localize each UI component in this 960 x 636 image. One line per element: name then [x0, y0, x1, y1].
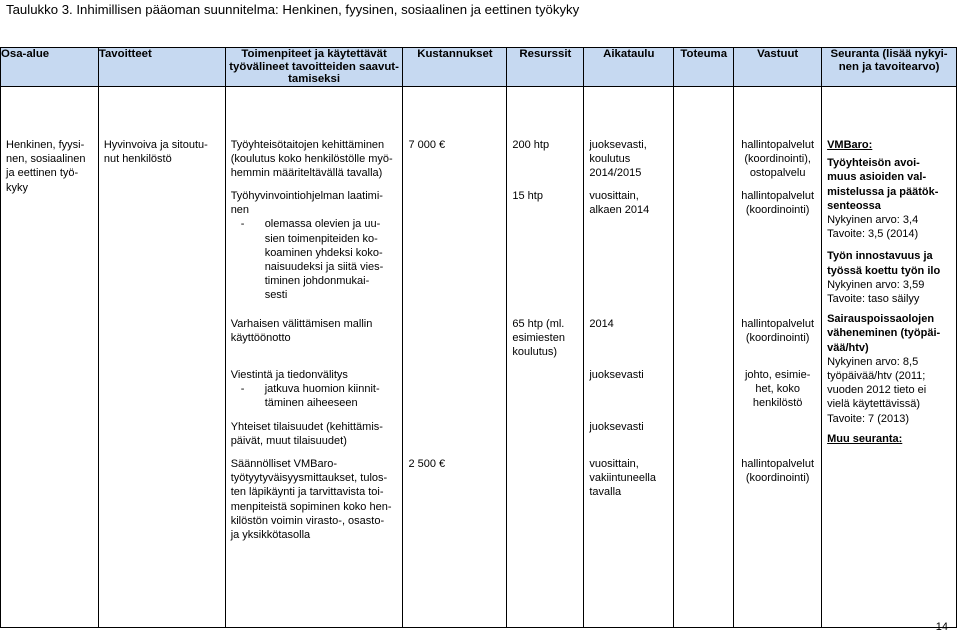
header-toteuma: Toteuma: [674, 48, 734, 87]
cell-seuranta: VMBaro: Työyhteisön avoi- muus asioiden val- mistelussa ja päätök- senteossa Nykyinen arvo: 3,4 Tavoite: 3,5 (2014) Työn innostavuus ja työssä koettu työn ilo Nykyinen arvo: 3,59 Tavoite: taso säilyy Sairauspoissaolojen väheneminen (työpäi- vää/htv) Nykyinen arvo: 8,5 työpäivää/htv (2011; vuoden 2012 tieto ei vielä käytettävissä) Tavoite: 7 (2013) Muu seuranta:: [822, 87, 957, 628]
cell-toteuma: [674, 87, 734, 628]
header-tavoitteet: Tavoitteet: [98, 48, 225, 87]
page-number: 14: [935, 621, 948, 633]
plan-table: [0, 47, 957, 628]
vmbaro-heading: VMBaro:: [827, 139, 873, 151]
measure-tyoyhteisotaidot: Työyhteisötaitojen kehittäminen (koulutus koko henkilöstölle myö- hemmin määriteltävällä tavalla): [230, 139, 393, 180]
measure-varhainen-valittaminen: Varhaisen välittämisen mallin käyttöönotto: [230, 318, 373, 345]
measure-viestinta: Viestintä ja tiedonvälitys - jatkuva huomion kiinnit- täminen aiheeseen: [230, 369, 380, 410]
table-header-row: [1, 48, 957, 87]
measure-hyvinvointiohjelma: Työhyvinvointiohjelman laatimi- nen - olemassa olevien ja uu- sien toimenpiteiden ko- koaminen yhdeksi koko- naisuudeksi ja siitä vies- timinen johdonmukai- sesti: [230, 190, 384, 302]
header-osa-alue: Osa-alue: [1, 48, 99, 87]
cell-resurssit: 200 htp 15 htp 65 htp (ml. esimiesten koulutus): [507, 87, 584, 628]
header-vastuut: Vastuut: [734, 48, 822, 87]
indicator-avoimuus: Työyhteisön avoi- muus asioiden val- mistelussa ja päätök- senteossa: [827, 157, 939, 212]
header-kustannukset: Kustannukset: [403, 48, 507, 87]
measure-yhteiset-tilaisuudet: Yhteiset tilaisuudet (kehittämis- päivät, muut tilaisuudet): [230, 421, 383, 448]
cell-aikataulu: juoksevasti, koulutus 2014/2015 vuosittain, alkaen 2014 2014 juoksevasti juoksevasti vuosittain, vakiintuneella tavalla: [584, 87, 674, 628]
muu-seuranta-heading: Muu seuranta:: [827, 432, 903, 445]
table-row: [1, 87, 957, 628]
indicator-innostavuus: Työn innostavuus ja työssä koettu työn ilo: [827, 250, 941, 277]
header-seuranta: Seuranta (lisää nykyi- nen ja tavoitearvo): [822, 48, 957, 87]
header-toimenpiteet: Toimenpiteet ja käytettävät työvälineet tavoitteiden saavut- tamiseksi: [225, 48, 403, 87]
cell-osa-alue: Henkinen, fyysi- nen, sosiaalinen ja eettinen työ- kyky: [1, 87, 99, 628]
measure-vmbaro: Säännölliset VMBaro- työtyytyväisyysmittaukset, tulos- ten läpikäynti ja tarvittavista toi- menpiteistä sopiminen koko hen- kilöstön voimin virasto-, osasto- ja yksikkötasolla: [230, 458, 392, 542]
header-resurssit: Resurssit: [507, 48, 584, 87]
cell-tavoitteet: Hyvinvoiva ja sitoutu- nut henkilöstö: [98, 87, 225, 628]
cell-vastuut: hallintopalvelut (koordinointi), ostopalvelu hallintopalvelut (koordinointi) hallintopalvelut (koordinointi) johto, esimie- het, koko henkilöstö hallintopalvelut (koordinointi): [734, 87, 822, 628]
indicator-sairauspoissaolot: Sairauspoissaolojen väheneminen (työpäi- vää/htv): [827, 313, 941, 354]
cell-toimenpiteet: [225, 87, 403, 628]
header-aikataulu: Aikataulu: [584, 48, 674, 87]
cell-kustannukset: 7 000 € 2 500 €: [403, 87, 507, 628]
page-title: Taulukko 3. Inhimillisen pääoman suunnitelma: Henkinen, fyysinen, sosiaalinen ja eettinen työkyky: [6, 2, 580, 17]
